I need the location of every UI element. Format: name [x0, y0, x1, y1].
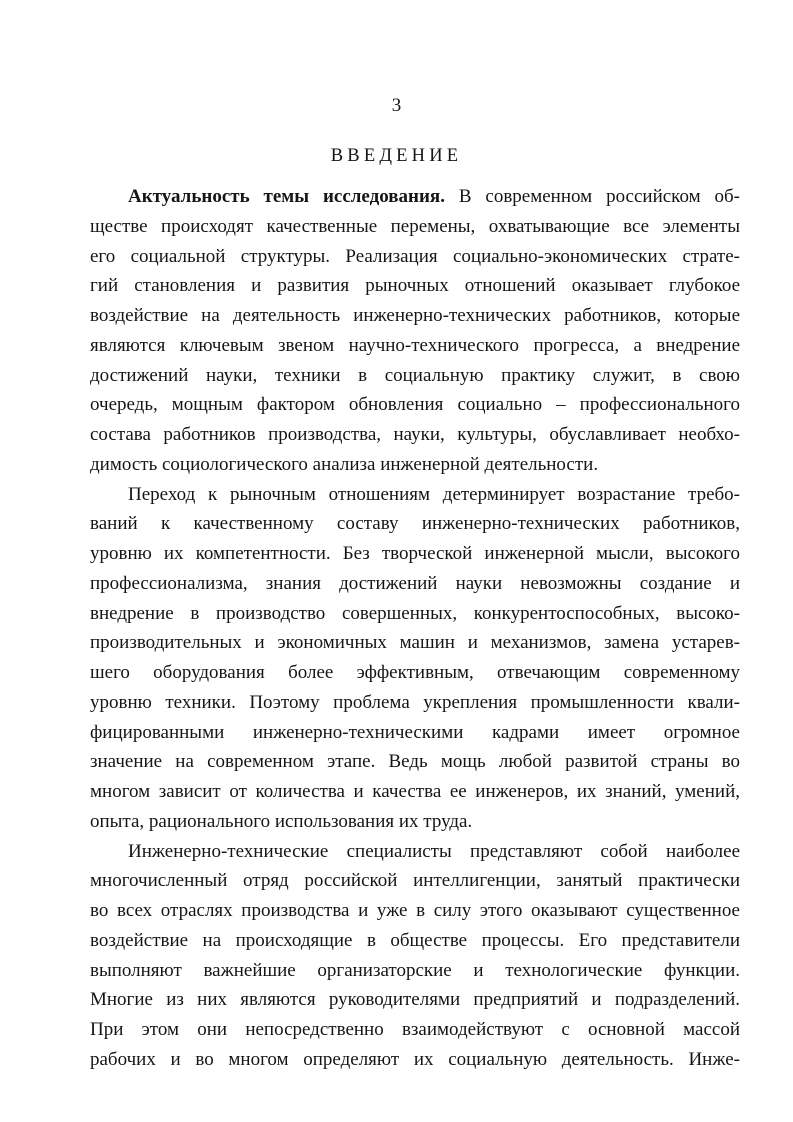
text-line: состава работников производства, науки, культуры, обуславливает необхо- — [90, 424, 740, 445]
text-line: производительных и экономичных машин и механизмов, замена устарев- — [90, 632, 740, 654]
text-line: уровню техники. Поэтому проблема укрепления промышленности квали- — [90, 691, 740, 713]
paragraph-market-transition — [90, 480, 740, 837]
text-line: внедрение в производство совершенных, конкурентоспособных, высоко- — [90, 602, 740, 624]
bold-lead-heading: Актуальность темы исследования. — [128, 186, 445, 207]
text-line: Инженерно-технические специалисты представляют собой наиболее — [128, 840, 740, 862]
text-line: опыта, рационального использования их труда. — [90, 810, 473, 832]
text-line: воздействие на происходящие в обществе процессы. Его представители — [90, 929, 740, 951]
text-line: очередь, мощным фактором обновления социально – профессионального — [90, 394, 740, 416]
text-line: многочисленный отряд российской интеллигенции, занятый практически — [90, 870, 740, 892]
text-line — [90, 182, 740, 212]
text-line: воздействие на деятельность инженерно-технических работников, которые — [90, 305, 740, 326]
text-line: многом зависит от количества и качества ее инженеров, их знаний, умений, — [90, 781, 740, 802]
text-line: фицированными инженерно-техническими кадрами имеет огромное — [90, 721, 740, 743]
line-text: В современном российском об- — [444, 186, 740, 207]
text-line: значение на современном этапе. Ведь мощь любой развитой страны во — [90, 751, 740, 773]
text-line: ваний к качественному составу инженерно-технических работников, — [90, 513, 740, 535]
text-line: шего оборудования более эффективным, отвечающим современному — [90, 662, 740, 683]
text-line: уровню их компетентности. Без творческой инженерной мысли, высокого — [90, 543, 740, 564]
paragraph-relevance — [90, 182, 740, 480]
text-line: его социальной структуры. Реализация социально-экономических страте- — [90, 245, 740, 267]
text-line: рабочих и во многом определяют их социальную деятельность. Инже- — [90, 1048, 740, 1070]
paragraph-engineering-specialists — [90, 837, 740, 1075]
text-line: являются ключевым звеном научно-технического прогресса, а внедрение — [90, 334, 740, 356]
text-line: выполняют важнейшие организаторские и технологические функции. — [90, 959, 740, 981]
text-line: димость социологического анализа инженерной деятельности. — [90, 453, 599, 475]
text-line: При этом они непосредственно взаимодействуют с основной массой — [90, 1019, 740, 1040]
text-line: профессионализма, знания достижений науки невозможны создание и — [90, 572, 740, 594]
text-line: во всех отраслях производства и уже в силу этого оказывают существенное — [90, 900, 740, 921]
body-text — [90, 182, 740, 1075]
text-line: ществе происходят качественные перемены, охватывающие все элементы — [90, 215, 740, 237]
section-title: ВВЕДЕНИЕ — [330, 146, 463, 166]
text-line: Многие из них являются руководителями предприятий и подразделений. — [90, 989, 740, 1011]
text-line: гий становления и развития рыночных отношений оказывает глубокое — [90, 275, 740, 297]
page-number: 3 — [391, 95, 402, 116]
text-line: Переход к рыночным отношениям детерминирует возрастание требо- — [128, 483, 740, 505]
text-line: достижений науки, техники в социальную практику служит, в свою — [90, 364, 740, 386]
